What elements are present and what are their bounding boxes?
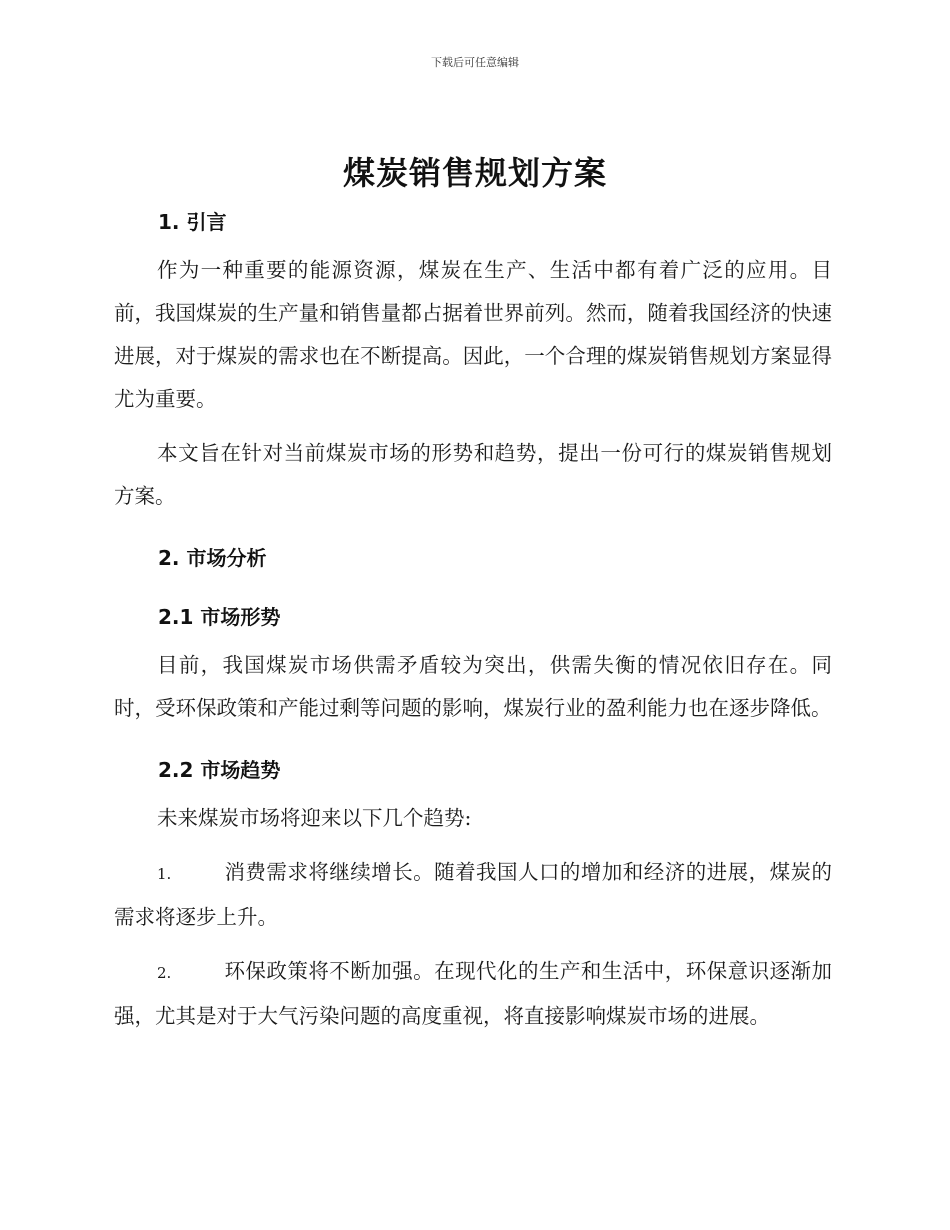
heading-market-trend: 2.2 市场趋势 [158, 758, 281, 782]
list-item-text: 消费需求将继续增长。随着我国人口的增加和经济的进展，煤炭的需求将逐步上升。 [114, 860, 832, 929]
page-header: 下载后可任意编辑 [431, 56, 519, 69]
heading-market-situation: 2.1 市场形势 [158, 605, 281, 629]
list-item-number: 1. [157, 865, 172, 883]
list-item-number: 2. [157, 964, 172, 982]
heading-market-analysis: 2. 市场分析 [158, 546, 267, 570]
intro-paragraph-2: 本文旨在针对当前煤炭市场的形势和趋势，提出一份可行的煤炭销售规划方案。 [114, 441, 832, 508]
market-trend-intro: 未来煤炭市场将迎来以下几个趋势: [157, 806, 472, 830]
heading-introduction: 1. 引言 [158, 210, 227, 234]
document-title: 煤炭销售规划方案 [342, 154, 607, 192]
document-body [114, 200, 832, 1038]
intro-paragraph-1: 作为一种重要的能源资源，煤炭在生产、生活中都有着广泛的应用。目前，我国煤炭的生产量和销售量都占据着世界前列。然而，随着我国经济的快速进展，对于煤炭的需求也在不断提高。因此，一个合理的煤炭销售规划方案显得尤为重要。 [114, 258, 832, 411]
list-item [114, 851, 832, 939]
list-item [114, 950, 832, 1038]
market-situation-paragraph: 目前，我国煤炭市场供需矛盾较为突出，供需失衡的情况依旧存在。同时，受环保政策和产能过剩等问题的影响，煤炭行业的盈利能力也在逐步降低。 [114, 653, 832, 720]
list-item-text: 环保政策将不断加强。在现代化的生产和生活中，环保意识逐渐加强，尤其是对于大气污染问题的高度重视，将直接影响煤炭市场的进展。 [114, 959, 832, 1028]
